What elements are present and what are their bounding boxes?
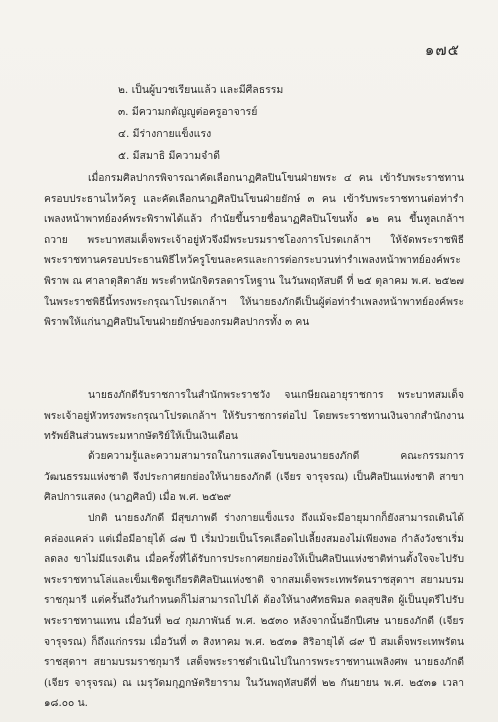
list-item: ๕. มีสมาธิ มีความจำดี bbox=[118, 150, 221, 162]
paragraph-text: ปกติ นายธงภักดี มีสุขภาพดี ร่างกายแข็งแรง ถึงแม้จะมีอายุมากก็ยังสามารถเดินได้คล่องแคล่ว แต่เมื่อมีอายุได้ ๘๗ ปี เริ่มป่วยเป็นโรคเลือดไปเลี้ยงสมองไม่เพียงพอ กำลังวังชาเริ่มลดลง ขาไม่มีแรงเดิน เมื่อครั้งที่ได้รับการประกาศยกย่องให้เป็นศิลปินแห่งชาติท่านตั้งใจจะไปรับพระราชทานโล่และเข็มเชิดชูเกียรติศิลปินแห่งชาติ จากสมเด็จพระเทพรัตนราชสุดาฯ สยามบรมราชกุมารี แต่ครั้นถึงวันกำหนดก็ไม่สามารถไปได้ ต้องให้นางศัทธพิมล ดลสุขสิต ผู้เป็นบุตรีไปรับพระราชทานแทน เมื่อวันที่ ๒๔ กุมภาพันธ์ พ.ศ. ๒๕๓๐ หลังจากนั้นอีกปีเศษ นายธงภักดี (เจียร จารุจรณ) ก็ถึงแก่กรรม เมื่อวันที่ ๓ สิงหาคม พ.ศ. ๒๕๓๑ สิริอายุได้ ๘๙ ปี สมเด็จพระเทพรัตนราชสุดาฯ สยามบรมราชกุมารี เสด็จพระราชดำเนินไปในการพระราชทานเพลิงศพ นายธงภักดี (เจียร จารุจรณ) ณ เมรุวัดมกุฏกษัตริยาราม ในวันพฤหัสบดีที่ ๒๒ กันยายน พ.ศ. ๒๕๓๑ เวลา ๑๘.๐๐ น. bbox=[44, 512, 464, 710]
paragraph-text: ด้วยความรู้และความสามารถในการแสดงโขนของนายธงภักดี คณะกรรมการวัฒนธรรมแห่งชาติ จึงประกาศยกย่องให้นายธงภักดี (เจียร จารุจรณ) เป็นศิลปินแห่งชาติ สาขาศิลปการแสดง (นาฏศิลป์) เมื่อ พ.ศ. ๒๕๒๙ bbox=[44, 450, 464, 504]
paragraph-later-life bbox=[44, 508, 464, 714]
qualification-list bbox=[118, 84, 418, 172]
paragraph-service bbox=[44, 385, 464, 447]
paragraph-ceremony bbox=[44, 168, 464, 333]
paragraph-text: นายธงภักดีรับราชการในสำนักพระราชวัง จนเกษียณอายุราชการ พระบาทสมเด็จพระเจ้าอยู่หัวทรงพระกรุณาโปรดเกล้าฯ ให้รับราชการต่อไป โดยพระราชทานเงินจากสำนักงานทรัพย์สินส่วนพระมหากษัตริย์ให้เป็นเงินเดือน bbox=[44, 389, 464, 443]
page-number: ๑๗๕ bbox=[424, 41, 460, 59]
list-item: ๔. มีร่างกายแข็งแรง bbox=[118, 128, 212, 140]
list-item: ๒. เป็นผู้บวชเรียนแล้ว และมีศีลธรรม bbox=[118, 84, 284, 96]
paragraph-text: เมื่อกรมศิลปากรพิจารณาคัดเลือกนาฏศิลปินโขนฝ่ายพระ ๔ คน เข้ารับพระราชทานครอบประธานไหว้ครู และคัดเลือกนาฏศิลปินโขนฝ่ายยักษ์ ๓ คน เข้ารับพระราชทานต่อท่ารำเพลงหน้าพาทย์องค์พระพิราพได้แล้ว กำนัยขึ้นรายชื่อนาฏศิลปินโขนทั้ง ๑๒ คน ขึ้นทูลเกล้าฯ ถวาย พระบาทสมเด็จพระเจ้าอยู่หัวจึงมีพระบรมราชโองการโปรดเกล้าฯ ให้จัดพระราชพิธีพระราชทานครอบประธานพิธีไหว้ครูโขนละครและการต่อกระบวนท่ารำเพลงหน้าพาทย์องค์พระพิราพ ณ ศาลาดุสิดาลัย พระตำหนักจิตรลดารโหฐาน ในวันพฤหัสบดี ที่ ๒๕ ตุลาคม พ.ศ. ๒๕๒๗ ในพระราชพิธีนี้ทรงพระกรุณาโปรดเกล้าฯ ให้นายธงภักดีเป็นผู้ต่อท่ารำเพลงหน้าพาทย์องค์พระพิราพให้แก่นาฏศิลปินโขนฝ่ายยักษ์ของกรมศิลปากรทั้ง ๓ คน bbox=[44, 172, 464, 329]
list-item: ๓. มีความกตัญญูต่อครูอาจารย์ bbox=[118, 106, 258, 118]
paragraph-national-artist bbox=[44, 446, 464, 508]
